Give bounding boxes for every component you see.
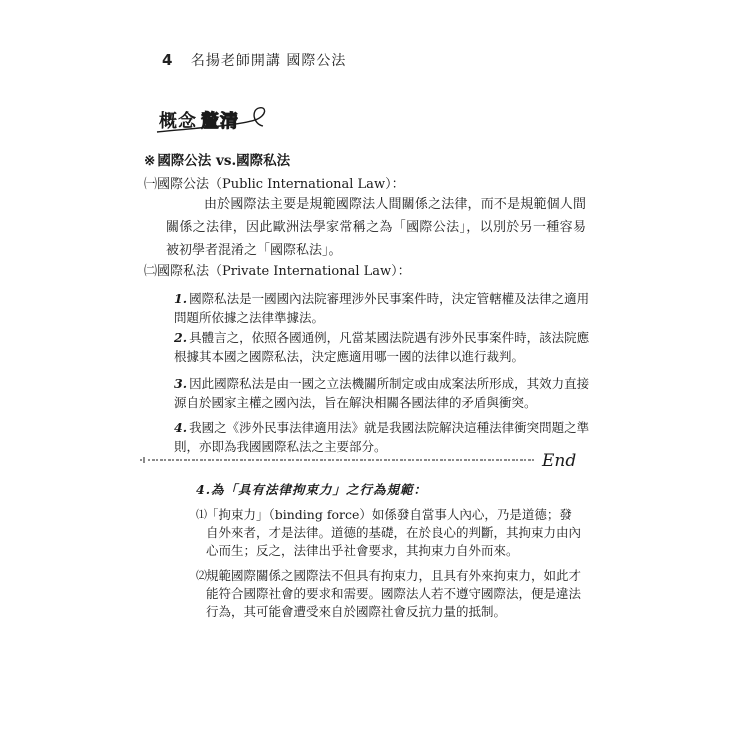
page-header <box>162 50 346 70</box>
section-title-text: 國際公法 vs.國際私法 <box>157 153 291 169</box>
list-item-text: 我國之《涉外民事法律適用法》就是我國法院解決這種法律衝突問題之準則，亦即為我國國際私法之主要部分。 <box>174 420 590 454</box>
list-item-text: 具體言之，依照各國通例，凡當某國法院遇有涉外民事案件時，該法院應根據其本國之國際私法，決定應適用哪一國的法律以進行裁判。 <box>174 330 590 364</box>
public-law-heading: ㈠國際公法（Public International Law）： <box>144 177 405 192</box>
sub-item-text: 規範國際關係之國際法不但具有拘束力，且具有外來拘束力，如此才能符合國際社會的要求和需要。國際法人若不遵守國際法，便是違法行為，其可能會遭受來自於國際社會反抗力量的抵制。 <box>206 568 582 619</box>
private-law-heading: ㈡國際私法（Private International Law）： <box>144 264 411 279</box>
list-item-number: 1. <box>174 291 188 306</box>
list-item-text: 因此國際私法是由一國之立法機關所制定或由成案法所形成，其效力直接源自於國家主權之國內法，旨在解決相關各國法律的矛盾與衝突。 <box>174 376 590 410</box>
sub-list-item <box>196 567 584 621</box>
running-title: 名揚老師開講 國際公法 <box>190 53 347 69</box>
concept-clarify-label <box>155 102 270 136</box>
sub-item-mark: ⑵ <box>196 569 207 582</box>
public-law-paragraph: 由於國際法主要是規範國際法人間關係之法律，而不是規範個人間關係之法律，因此歐洲法學家常稱之為「國際公法」，以別於另一種容易被初學者混淆之「國際私法」。 <box>166 197 586 258</box>
sub-item-text: 「拘束力」（binding force）如係發自當事人內心，乃是道德；發自外來者，才是法律。道德的基礎，在於良心的判斷，其拘束力由內心而生；反之，法律出乎社會要求，其拘束力自外而來。 <box>206 507 582 558</box>
end-label: End <box>542 451 577 471</box>
question-title: 4.為「具有法律拘束力」之行為規範： <box>196 482 428 497</box>
section-title <box>144 149 290 169</box>
list-item <box>174 328 592 366</box>
list-item-text: 國際私法是一國國內法院審理涉外民事案件時，決定管轄權及法律之適用問題所依據之法律準據法。 <box>174 291 590 325</box>
end-divider-line <box>140 455 540 465</box>
list-item <box>174 374 592 412</box>
list-item-number: 4. <box>174 420 188 435</box>
list-item <box>174 289 592 327</box>
sub-item-mark: ⑴ <box>196 508 207 521</box>
concept-label-accent: 釐清 <box>201 111 239 132</box>
star-icon: ※ <box>144 153 156 169</box>
list-item <box>174 418 592 456</box>
sub-list-item <box>196 506 584 560</box>
list-item-number: 2. <box>174 330 188 345</box>
concept-label-main: 概念 <box>159 111 197 132</box>
list-item-number: 3. <box>174 376 188 391</box>
page-number: 4 <box>162 51 173 69</box>
